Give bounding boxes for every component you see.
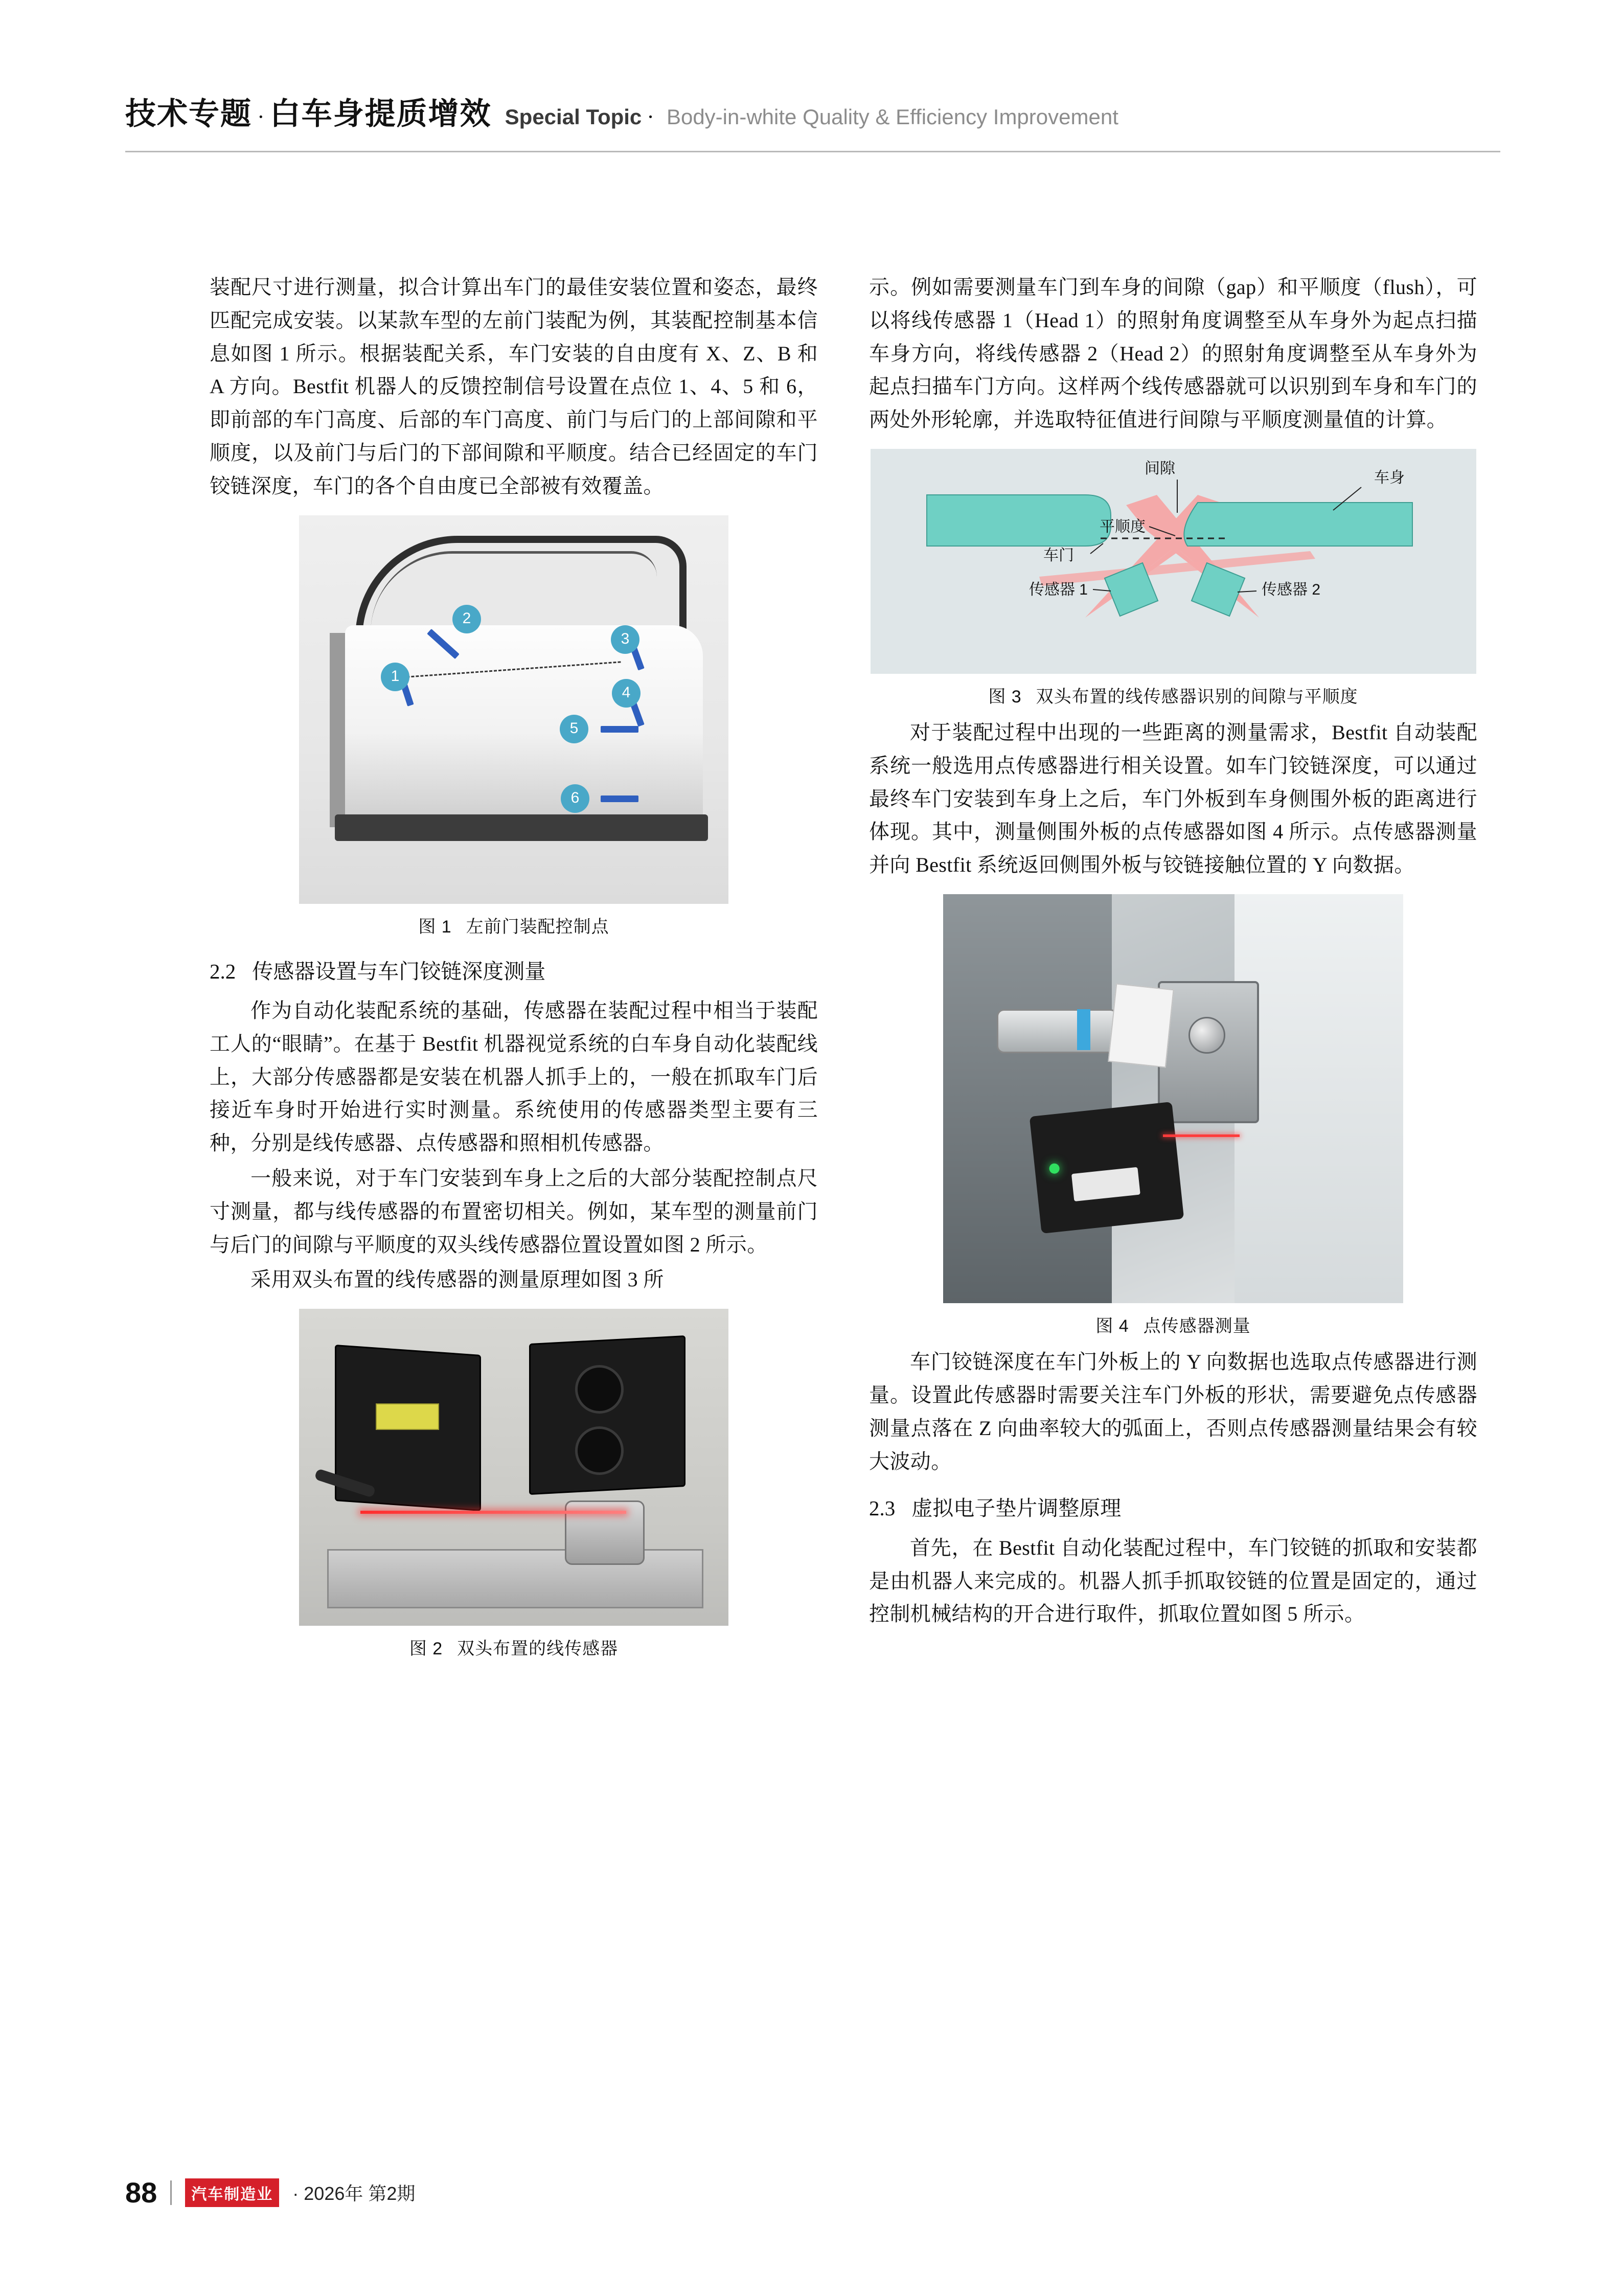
figure-3-caption-text: 双头布置的线传感器识别的间隙与平顺度 [1036, 687, 1358, 707]
left-column [210, 271, 818, 1668]
body-side-panel [943, 894, 1112, 1303]
figure-2-label: 图 2 [409, 1639, 443, 1659]
door-outer-panel [345, 625, 703, 820]
sensor-nameplate [1071, 1167, 1140, 1201]
control-point-bar-5 [601, 726, 638, 733]
figure-1-caption [210, 913, 818, 941]
right-column [869, 271, 1477, 1633]
figure-3-caption [869, 683, 1477, 711]
sensor-mount-tab [1108, 984, 1174, 1068]
sensor-lens-lower [575, 1426, 624, 1475]
left-paragraph-2: 作为自动化装配系统的基础，传感器在装配过程中相当于装配工人的“眼睛”。在基于 Bestfit 机器视觉系统的白车身自动化装配线上，大部分传感器都是安装在机器人抓手上的，一般在抓取车门后接近车身时开始进行实时测量。系统使用的传感器类型主要有三种，分别是线传感器、点传感器和照相机传感器。 [210, 999, 818, 1155]
right-paragraph-3: 车门铰链深度在车门外板上的 Y 向数据也选取点传感器进行测量。设置此传感器时需要关注车门外板的形状，需要避免点传感器测量点落在 Z 向曲率较大的弧面上，否则点传感器测量结果会有较大波动。 [869, 1350, 1477, 1473]
section-2-2-heading [210, 954, 818, 988]
control-point-marker-1: 1 [381, 663, 409, 691]
figure-2 [210, 1309, 818, 1663]
calibration-cylinder [565, 1501, 645, 1565]
figure-3 [869, 449, 1477, 711]
left-paragraph-4: 采用双头布置的线传感器的测量原理如图 3 所 [250, 1268, 664, 1291]
door-panel-surface [1235, 894, 1403, 1303]
d3-gap: 间隙 [1144, 460, 1175, 477]
control-point-marker-6: 6 [561, 784, 589, 813]
sensor-controller-block [1030, 1102, 1184, 1234]
section-2-2-title: 传感器设置与车门铰链深度测量 [252, 959, 546, 983]
laser-line [360, 1511, 626, 1514]
issue-info: · 2026年 第2期 [292, 2183, 416, 2204]
figure-2-image [299, 1309, 728, 1626]
sensor-lens-upper [575, 1365, 624, 1414]
footer-divider [170, 2180, 172, 2205]
control-point-marker-2: 2 [452, 605, 481, 633]
point-sensor-beam [1163, 1134, 1240, 1137]
section-2-2-number: 2.2 [210, 959, 236, 983]
left-paragraph-1: 装配尺寸进行测量，拟合计算出车门的最佳安装位置和姿态，最终匹配完成安装。以某款车型的左前门装配为例，其装配控制基本信息如图 1 所示。根据装配关系，车门安装的自由度有 X、Z、B 和 A 方向。Bestfit 机器人的反馈控制信号设置在点位 1、4、5 和 6，即前部的车门高度、后部的车门高度、前门与后门的上部间隙和平顺度，以及前门与后门的下部间隙和平顺度。结合已经固定的车门铰链深度，车门的各个自由度已全部被有效覆盖。 [210, 276, 818, 497]
right-paragraph-4: 首先，在 Bestfit 自动化装配过程中，车门铰链的抓取和安装都是由机器人来完成的。机器人抓手抓取铰链的位置是固定的，通过控制机械结构的开合进行取件，抓取位置如图 5 所示。 [869, 1536, 1477, 1626]
hinge-bolt [1188, 1017, 1225, 1054]
section-2-3-heading [869, 1491, 1477, 1525]
page-header [125, 89, 1500, 152]
page-number: 88 [125, 2176, 157, 2209]
control-point-bar-6 [601, 795, 638, 802]
d3-s2: 传感器 2 [1261, 581, 1320, 598]
figure-3-label: 图 3 [988, 687, 1022, 707]
header-title-cn: 技术专题 [125, 97, 252, 131]
header-title-en-bold: Special Topic [505, 105, 642, 129]
point-sensor-barrel [997, 1009, 1117, 1053]
figure-2-caption-text: 双头布置的线传感器 [457, 1639, 619, 1659]
section-2-3-title: 虚拟电子垫片调整原理 [911, 1496, 1122, 1520]
figure-1-caption-text: 左前门装配控制点 [466, 917, 609, 937]
figure-2-caption [210, 1635, 818, 1663]
control-point-marker-4: 4 [612, 679, 641, 708]
header-en-dot: · [647, 104, 654, 129]
figure-1 [210, 515, 818, 941]
d3-flush: 平顺度 [1099, 518, 1146, 535]
control-point-marker-3: 3 [611, 625, 639, 654]
right-paragraph-1: 示。例如需要测量车门到车身的间隙（gap）和平顺度（flush），可以将线传感器 1（Head 1）的照射角度调整至从车身外为起点扫描车身方向，将线传感器 2（Head 2）的照射角度调整至从车身外为起点扫描车门方向。这样两个线传感器就可以识别到车身和车门的两处外形轮廓，并选取特征值进行间隙与平顺度测量值的计算。 [869, 276, 1477, 431]
figure-1-image [299, 515, 728, 904]
sensor-yellow-label [376, 1403, 439, 1430]
d3-body: 车身 [1374, 469, 1405, 486]
figure-4-label: 图 4 [1095, 1316, 1129, 1336]
section-2-3-number: 2.3 [869, 1496, 896, 1520]
figure-4-caption-text: 点传感器测量 [1143, 1316, 1251, 1336]
header-title-cn2: 白车身提质增效 [269, 97, 492, 131]
figure-1-label: 图 1 [418, 917, 452, 937]
figure-4-image [943, 894, 1403, 1303]
sensor-status-led [1049, 1163, 1060, 1174]
sensor-blue-ring [1077, 1009, 1090, 1050]
page-footer [125, 2176, 1500, 2209]
d3-door: 车门 [1043, 547, 1074, 564]
figure-4-caption [869, 1312, 1477, 1340]
control-point-marker-5: 5 [560, 715, 588, 743]
figure-3-diagram [871, 449, 1476, 674]
d3-s1: 传感器 1 [1028, 581, 1088, 598]
door-sill [335, 814, 708, 841]
figure-4 [869, 894, 1477, 1340]
left-paragraph-3: 一般来说，对于车门安装到车身上之后的大部分装配控制点尺寸测量，都与线传感器的布置密切相关。例如，某车型的测量前门与后门的间隙与平顺度的双头线传感器位置设置如图 2 所示。 [210, 1167, 818, 1256]
journal-logo: 汽车制造业 [185, 2178, 279, 2207]
mounting-plate [327, 1549, 703, 1608]
right-paragraph-2: 对于装配过程中出现的一些距离的测量需求，Bestfit 自动装配系统一般选用点传感器进行相关设置。如车门铰链深度，可以通过最终车门安装到车身上之后，车门外板到车身侧围外板的距离进行体现。其中，测量侧围外板的点传感器如图 4 所示。点传感器测量并向 Bestfit 系统返回侧围外板与铰链接触位置的 Y 向数据。 [869, 721, 1477, 877]
header-dot: · [257, 104, 265, 129]
header-title-en: Body-in-white Quality & Efficiency Improvement [666, 105, 1118, 129]
